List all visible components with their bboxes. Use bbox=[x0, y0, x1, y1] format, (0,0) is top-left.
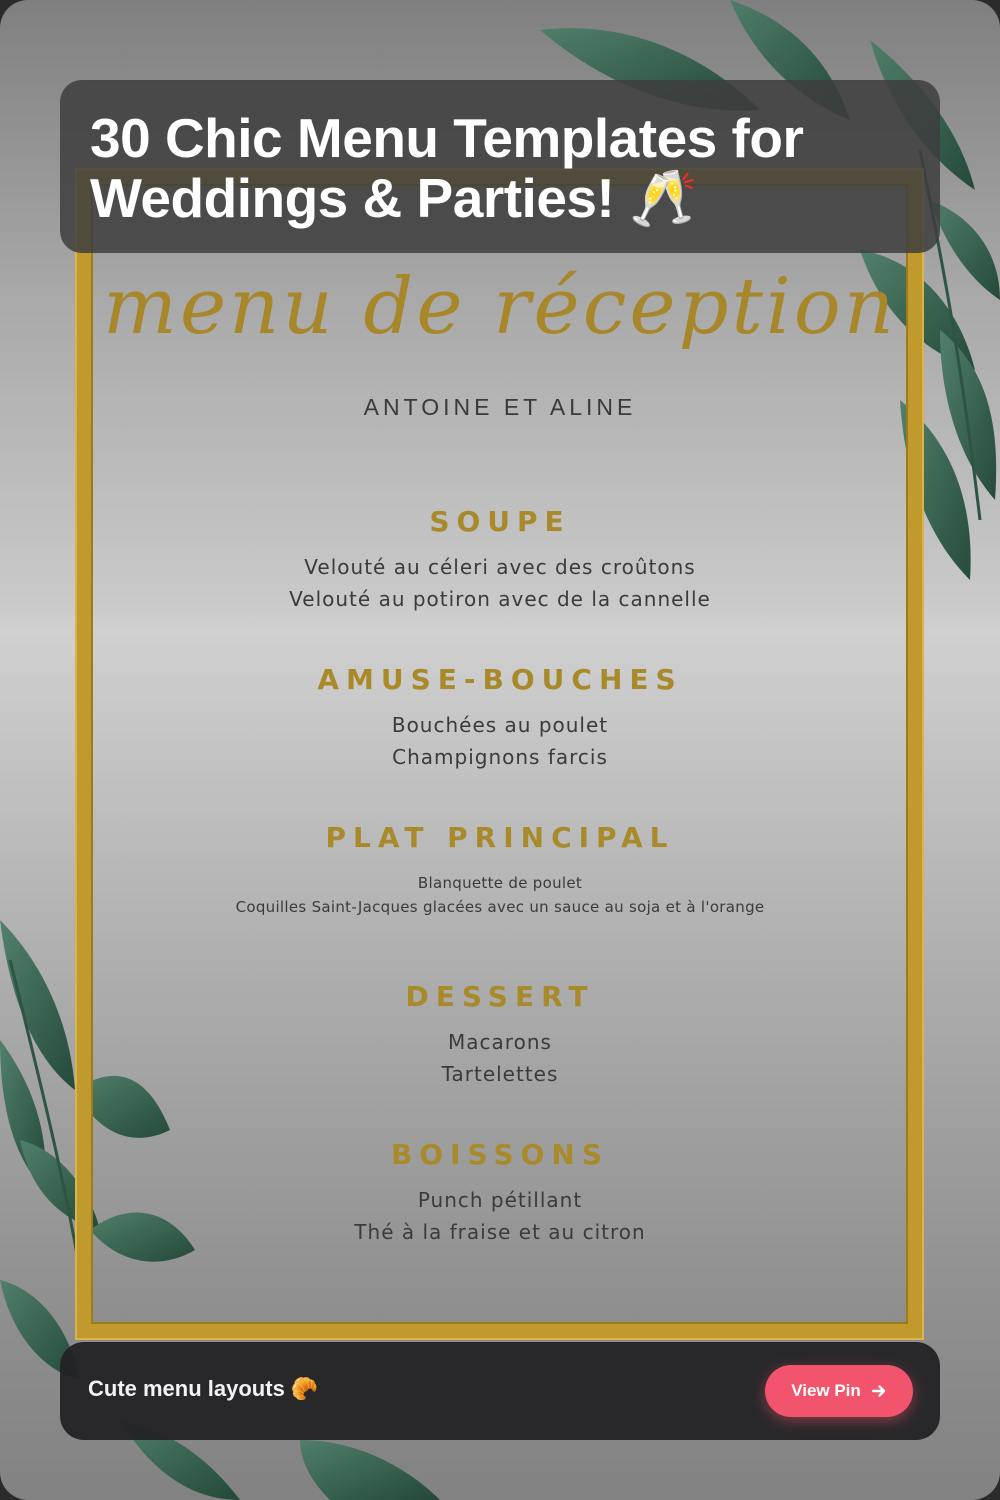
menu-script-title: menu de réception bbox=[103, 262, 897, 352]
menu-section-dessert bbox=[0, 980, 1000, 1090]
menu-item: Velouté au céleri avec des croûtons bbox=[304, 555, 696, 579]
bottom-bar bbox=[60, 1342, 940, 1440]
menu-item: Coquilles Saint-Jacques glacées avec un sauce au soja et à l'orange bbox=[235, 898, 765, 916]
section-title: AMUSE-BOUCHES bbox=[317, 663, 683, 696]
headline-banner bbox=[60, 80, 940, 253]
view-pin-label: View Pin bbox=[791, 1381, 861, 1400]
headline-line-1: 30 Chic Menu Templates for bbox=[90, 107, 804, 169]
menu-item: Punch pétillant bbox=[417, 1188, 583, 1212]
menu-item: Velouté au potiron avec de la cannelle bbox=[289, 587, 711, 611]
view-pin-button[interactable] bbox=[765, 1365, 913, 1417]
menu-item: Tartelettes bbox=[441, 1062, 559, 1086]
couple-names: ANTOINE ET ALINE bbox=[363, 394, 637, 420]
section-title: SOUPE bbox=[429, 505, 571, 538]
menu-item: Macarons bbox=[448, 1030, 552, 1054]
menu-section-boissons bbox=[0, 1138, 1000, 1248]
menu-section-soupe bbox=[0, 505, 1000, 615]
section-title: PLAT PRINCIPAL bbox=[325, 821, 675, 854]
menu-item: Champignons farcis bbox=[392, 745, 608, 769]
arrow-right-icon bbox=[871, 1383, 887, 1399]
menu-item: Blanquette de poulet bbox=[417, 874, 583, 892]
menu-section-plat-principal bbox=[0, 821, 1000, 919]
pin-caption: Cute menu layouts 🥐 bbox=[88, 1376, 319, 1401]
menu-item: Bouchées au poulet bbox=[391, 713, 609, 737]
section-title: BOISSONS bbox=[390, 1138, 610, 1171]
headline-line-2: Weddings & Parties! 🥂 bbox=[90, 167, 698, 229]
section-title: DESSERT bbox=[405, 980, 595, 1013]
menu-item: Thé à la fraise et au citron bbox=[354, 1220, 646, 1244]
menu-section-amuse-bouches bbox=[0, 663, 1000, 773]
